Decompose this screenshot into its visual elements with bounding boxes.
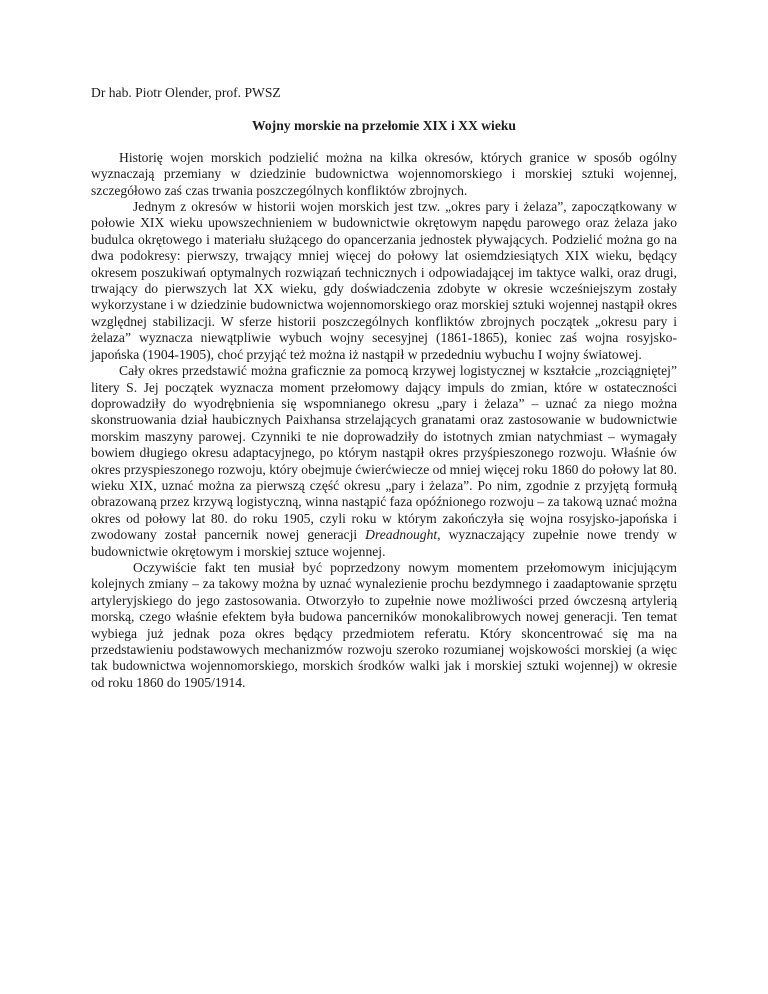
paragraph-text: Oczywiście fakt ten musiał być poprzedzony nowym momentem przełomowym inicjującym kolejnych zmiany – za takowy można by uznać wynalezienie prochu bezdymnego i zaadaptowanie sprzętu artyleryjskiego do jego zastosowania. Otworzyło to zupełnie nowe możliwości przed ówczesną artylerią morską, czego właśnie efektem była budowa pancerników monokalibrowych nowej generacji. Ten temat wybiega już jednak poza okres będący przedmiotem referatu. Który skoncentrować się ma na przedstawieniu podstawowych mechanizmów rozwoju szeroko rozumianej wojskowości morskiej (a więc tak budownictwa wojennomorskiego, morskich środków walki jak i morskiej sztuki wojennej) w okresie od roku 1860 do 1905/1914.	[91, 559, 677, 690]
ship-name-italic: Dreadnought	[365, 527, 438, 543]
paragraph-text: , wyznaczający zupełnie nowe trendy w budownictwie okrętowym i morskiej sztuce wojennej.	[91, 527, 677, 559]
paragraph-text: Historię wojen morskich podzielić można na kilka okresów, których granice w sposób ogólny wyznaczają przemiany w dziedzinie budownictwa wojennomorskiego i morskiej sztuki wojennej, szczegółowo zaś czas trwania poszczególnych konfliktów zbrojnych.	[91, 149, 677, 198]
paragraph-text: Jednym z okresów w historii wojen morskich jest tzw. „okres pary i żelaza”, zapoczątkowany w połowie XIX wieku upowszechnieniem w budownictwie okrętowym napędu parowego oraz żelaza jako budulca okrętowego i materiału służącego do opancerzania jednostek pływających. Podzielić można go na dwa podokresy: pierwszy, trwający mniej więcej do połowy lat osiemdziesiątych XIX wieku, będący okresem poszukiwań optymalnych rozwiązań technicznych i odpowiadającej im taktyce walki, oraz drugi, trwający do pierwszych lat XX wieku, gdy doświadczenia zdobyte w okresie wcześniejszym zostały wykorzystane i w dziedzinie budownictwa wojennomorskiego oraz morskiej sztuki wojennej nastąpił okres względnej stabilizacji. W sferze historii poszczególnych konfliktów zbrojnych początek „okresu pary i żelaza” wyznacza niewątpliwie wybuch wojny secesyjnej (1861-1865), koniec zaś wojna rosyjsko-japońska (1904-1905), choć przyjąć też można iż nastąpił w przededniu wybuchu I wojny światowej.	[91, 199, 677, 362]
paragraph	[91, 150, 677, 199]
paragraph	[91, 363, 677, 560]
document-title: Wojny morskie na przełomie XIX i XX wieku	[252, 118, 516, 134]
author-line: Dr hab. Piotr Olender, prof. PWSZ	[91, 85, 281, 100]
paragraph-text: Cały okres przedstawić można graficznie za pomocą krzywej logistycznej w kształcie „rozciągniętej” litery S. Jej początek wyznacza moment przełomowy dający impuls do zmian, które w ostateczności doprowadziły do wyodrębnienia się wspomnianego okresu „pary i żelaza” – uznać za niego można skonstruowania dział haubicznych Paixhansa strzelających granatami oraz zastosowanie w budownictwie morskim maszyny parowej. Czynniki te nie doprowadziły do istotnych zmian natychmiast – wymagały bowiem długiego okresu adaptacyjnego, po którym nastąpił okres przyśpieszonego rozwoju. Właśnie ów okres przyspieszonego rozwoju, który obejmuje ćwierćwiecze od mniej więcej roku 1860 do połowy lat 80. wieku XIX, uznać można za pierwszą część okresu „pary i żelaza”. Po nim, zgodnie z przyjętą formułą obrazowaną przez krzywą logistyczną, winna nastąpić faza opóźnionego rozwoju – za takową uznać można okres od połowy lat 80. do roku 1905, czyli roku w którym zakończyła się wojna rosyjsko-japońska i zwodowany został pancernik nowej generacji	[91, 363, 677, 543]
paragraph	[91, 560, 677, 691]
document-paragraphs	[91, 150, 677, 691]
paragraph	[91, 199, 677, 363]
